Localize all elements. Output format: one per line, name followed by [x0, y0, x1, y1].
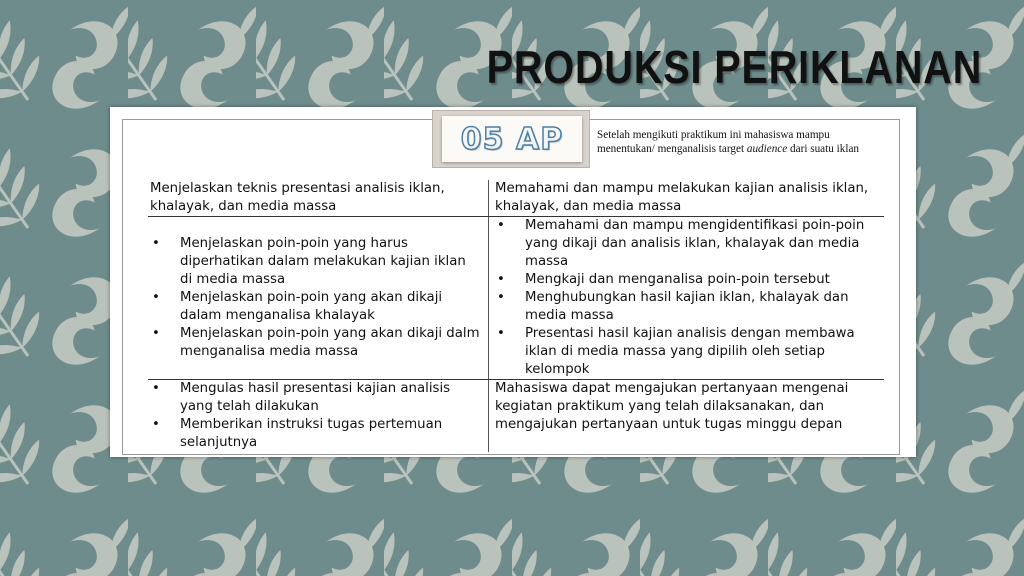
bullet-list [150, 380, 482, 452]
table-row [148, 180, 884, 217]
list-item: • Memberikan instruksi tugas pertemuan selanjutnya [180, 416, 482, 452]
list-item: • Memahami dan mampu mengidentifikasi poin-poin yang dikaji dan analisis iklan, khalayak dan media massa [525, 217, 882, 271]
objective-emphasis: audience [746, 143, 788, 155]
list-item: • Menjelaskan poin-poin yang akan dikaji dalm menganalisa media massa [180, 325, 482, 361]
list-item: • Presentasi hasil kajian analisis dengan membawa iklan di media massa yang dipilih oleh setiap kelompok [525, 325, 882, 379]
table-cell: Memahami dan mampu melakukan kajian analisis iklan, khalayak, dan media massa [489, 180, 885, 217]
slide-title: PRODUKSI PERIKLANAN [486, 41, 982, 93]
list-item: • Mengulas hasil presentasi kajian analisis yang telah dilakukan [180, 380, 482, 416]
list-item: • Menjelaskan poin-poin yang harus diperhatikan dalam melakukan kajian iklan di media massa [180, 235, 482, 289]
table-cell: Mahasiswa dapat mengajukan pertanyaan mengenai kegiatan praktikum yang telah dilaksanakan, dan mengajukan pertanyaan untuk tugas minggu depan [495, 381, 849, 432]
bullet-list [495, 217, 882, 379]
table-cell [489, 217, 885, 380]
learning-objective [597, 128, 887, 156]
course-badge [432, 110, 590, 168]
objective-text-end: dari suatu iklan [787, 143, 860, 155]
activity-table [148, 180, 884, 452]
list-item: • Mengkaji dan menganalisa poin-poin tersebut [525, 271, 882, 289]
table-cell [148, 380, 489, 453]
list-item: • Menjelaskan poin-poin yang akan dikaji dalam menganalisa khalayak [180, 289, 482, 325]
table-cell: Menjelaskan teknis presentasi analisis iklan, khalayak, dan media massa [148, 180, 489, 217]
objective-text-start: Setelah mengikuti praktikum ini mahasiswa mampu menentukan/ menganalisis target [597, 129, 830, 155]
course-badge-card [442, 116, 582, 162]
bullet-list [150, 235, 482, 361]
table-row [148, 380, 884, 453]
table-cell [148, 217, 489, 380]
table-row [148, 217, 884, 380]
course-badge-label: 05 AP [460, 121, 564, 157]
list-item: • Menghubungkan hasil kajian iklan, khalayak dan media massa [525, 289, 882, 325]
